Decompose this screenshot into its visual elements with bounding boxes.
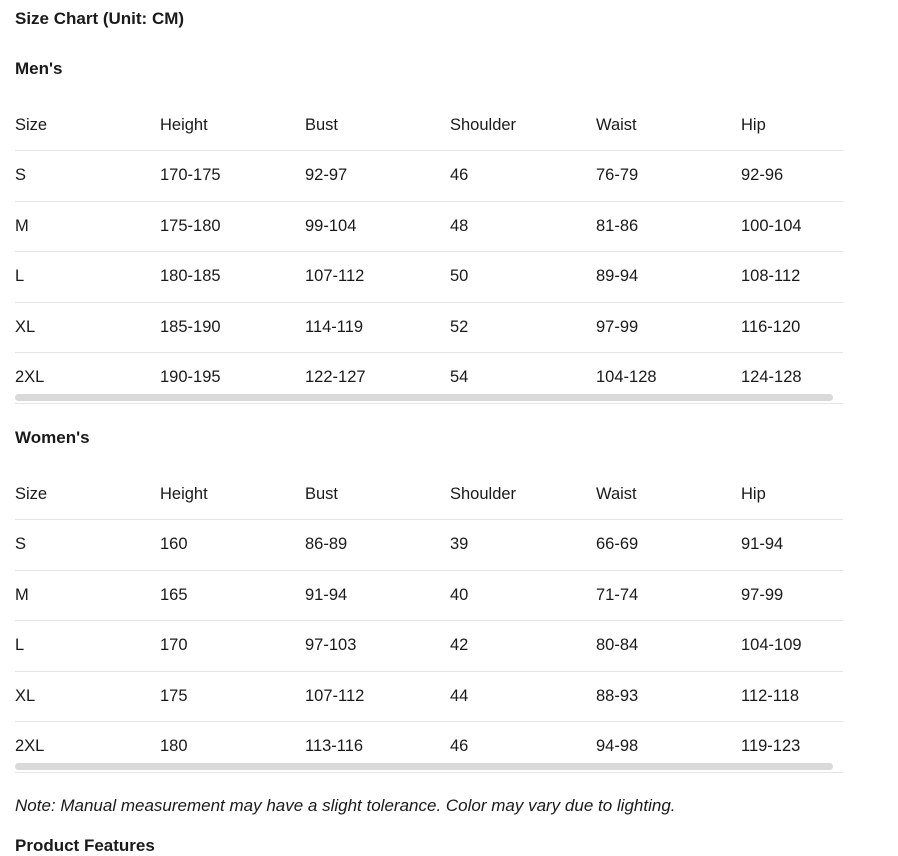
table-cell: 52 <box>450 317 469 336</box>
table-cell: 54 <box>450 368 469 387</box>
table-cell: L <box>15 636 25 655</box>
table-cell: XL <box>15 317 36 336</box>
table-cell: 94-98 <box>596 737 639 756</box>
table-cell: 107-112 <box>305 267 365 286</box>
table-row <box>15 303 843 354</box>
table-cell: 44 <box>450 686 469 705</box>
table-cell: 2XL <box>15 737 45 756</box>
table-row <box>15 151 843 202</box>
table-cell: 91-94 <box>741 535 784 554</box>
table-cell: 112-118 <box>741 686 800 705</box>
table-cell: 66-69 <box>596 535 639 554</box>
table-cell: 180 <box>160 737 188 756</box>
table-cell: 42 <box>450 636 469 655</box>
table-cell: 71-74 <box>596 585 639 604</box>
column-header: Hip <box>741 485 766 503</box>
table-cell: 170-175 <box>160 166 221 185</box>
table-row <box>15 571 843 622</box>
table-cell: M <box>15 216 29 235</box>
table-cell: S <box>15 166 27 185</box>
table-cell: XL <box>15 686 36 705</box>
mens-heading: Men's <box>15 59 63 78</box>
mens-table-scrollbar[interactable] <box>15 394 833 401</box>
table-cell: 124-128 <box>741 368 802 387</box>
table-cell: 190-195 <box>160 368 221 387</box>
table-cell: 97-99 <box>741 585 784 604</box>
column-header: Shoulder <box>450 485 517 503</box>
table-cell: 76-79 <box>596 166 639 185</box>
table-cell: 107-112 <box>305 686 365 705</box>
mens-size-table[interactable] <box>15 101 843 404</box>
table-header-row <box>15 101 843 151</box>
table-cell: M <box>15 585 29 604</box>
column-header: Shoulder <box>450 116 517 134</box>
table-cell: 175-180 <box>160 216 221 235</box>
table-cell: 185-190 <box>160 317 221 336</box>
table-row <box>15 672 843 723</box>
column-header: Size <box>15 485 48 503</box>
table-cell: 122-127 <box>305 368 366 387</box>
table-cell: 46 <box>450 166 469 185</box>
womens-size-table[interactable] <box>15 470 843 773</box>
column-header: Size <box>15 116 48 134</box>
womens-heading: Women's <box>15 428 90 447</box>
column-header: Bust <box>305 116 339 134</box>
page-title: Size Chart (Unit: CM) <box>15 9 185 28</box>
table-cell: 97-99 <box>596 317 639 336</box>
table-cell: 114-119 <box>305 317 364 336</box>
table-cell: 99-104 <box>305 216 357 235</box>
table-cell: 40 <box>450 585 469 604</box>
table-cell: 113-116 <box>305 737 364 756</box>
table-cell: 89-94 <box>596 267 639 286</box>
column-header: Waist <box>596 485 637 503</box>
table-cell: S <box>15 535 27 554</box>
column-header: Height <box>160 116 208 134</box>
measurement-note: Note: Manual measurement may have a slight tolerance. Color may vary due to lighting. <box>15 796 676 815</box>
table-row <box>15 520 843 571</box>
table-cell: 46 <box>450 737 469 756</box>
table-cell: 119-123 <box>741 737 801 756</box>
table-cell: 165 <box>160 585 188 604</box>
column-header: Height <box>160 485 208 503</box>
next-section-heading: Product Features <box>15 836 155 855</box>
table-cell: 50 <box>450 267 469 286</box>
table-cell: 92-96 <box>741 166 784 185</box>
column-header: Waist <box>596 116 637 134</box>
table-cell: 81-86 <box>596 216 639 235</box>
column-header: Bust <box>305 485 339 503</box>
table-cell: 48 <box>450 216 469 235</box>
table-cell: 39 <box>450 535 469 554</box>
table-cell: 175 <box>160 686 188 705</box>
table-cell: 116-120 <box>741 317 801 336</box>
table-cell: 160 <box>160 535 188 554</box>
table-cell: 92-97 <box>305 166 348 185</box>
column-header: Hip <box>741 116 766 134</box>
table-cell: L <box>15 267 25 286</box>
table-cell: 91-94 <box>305 585 348 604</box>
table-cell: 180-185 <box>160 267 221 286</box>
table-cell: 104-109 <box>741 636 802 655</box>
table-cell: 104-128 <box>596 368 657 387</box>
table-cell: 97-103 <box>305 636 357 655</box>
table-row <box>15 621 843 672</box>
table-cell: 2XL <box>15 368 45 387</box>
table-cell: 80-84 <box>596 636 639 655</box>
table-row <box>15 252 843 303</box>
womens-table-scrollbar[interactable] <box>15 763 833 770</box>
table-cell: 100-104 <box>741 216 802 235</box>
table-cell: 170 <box>160 636 188 655</box>
table-cell: 88-93 <box>596 686 639 705</box>
table-cell: 108-112 <box>741 267 801 286</box>
table-cell: 86-89 <box>305 535 348 554</box>
table-header-row <box>15 470 843 520</box>
table-row <box>15 202 843 253</box>
